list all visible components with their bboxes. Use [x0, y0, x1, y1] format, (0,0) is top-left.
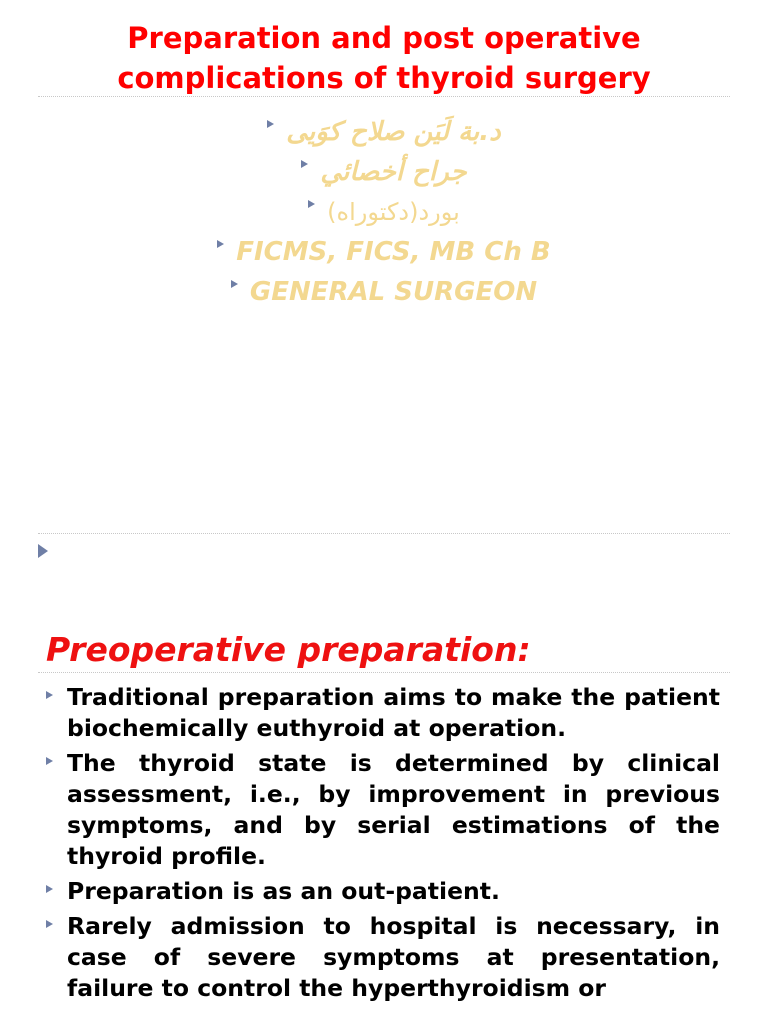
author-list — [0, 112, 768, 312]
author-board-line — [0, 192, 768, 232]
triangle-bullet-icon — [308, 200, 315, 208]
triangle-bullet-icon — [46, 757, 53, 765]
author-degrees: FICMS, FICS, MB Ch B — [236, 237, 551, 267]
bullet-text: Traditional preparation aims to make the patient biochemically euthyroid at operation. — [67, 683, 720, 742]
triangle-bullet-icon — [217, 240, 224, 248]
list-item — [46, 911, 720, 1004]
author-specialty-line — [0, 152, 768, 192]
triangle-bullet-icon — [46, 691, 53, 699]
author-degrees-line — [0, 232, 768, 272]
slide-divider — [38, 533, 730, 534]
triangle-bullet-icon — [46, 885, 53, 893]
author-board: بورد(دكتوراه) — [327, 198, 460, 226]
triangle-bullet-icon — [46, 920, 53, 928]
triangle-bullet-icon — [267, 120, 274, 128]
author-name: د.بة لَيَن صلاح كوَيى — [286, 117, 501, 147]
slide-title: Preparation and post operative complications of thyroid surgery — [117, 21, 651, 95]
bullet-text: Rarely admission to hospital is necessary, in case of severe symptoms at presentation, failure to control the hyperthyroidism or — [67, 912, 720, 1002]
triangle-bullet-icon — [301, 160, 308, 168]
heading-divider — [38, 672, 730, 673]
author-specialty: جراح أخصائي — [320, 157, 467, 187]
bullet-text: Preparation is as an out-patient. — [67, 877, 500, 905]
list-item — [46, 748, 720, 872]
list-item — [46, 682, 720, 744]
section-heading: Preoperative preparation: — [46, 630, 531, 669]
author-role: GENERAL SURGEON — [249, 277, 538, 307]
bullet-list — [46, 682, 720, 1008]
author-name-line — [0, 112, 768, 152]
bullet-text: The thyroid state is determined by clinical assessment, i.e., by improvement in previous symptoms, and by serial estimations of the thyroid profile. — [67, 749, 720, 870]
list-item — [46, 876, 720, 907]
empty-bullet — [38, 543, 48, 562]
author-role-line — [0, 272, 768, 312]
content-slide — [0, 612, 768, 1024]
triangle-bullet-icon — [231, 280, 238, 288]
triangle-bullet-icon — [38, 544, 48, 558]
title-divider — [38, 96, 730, 97]
